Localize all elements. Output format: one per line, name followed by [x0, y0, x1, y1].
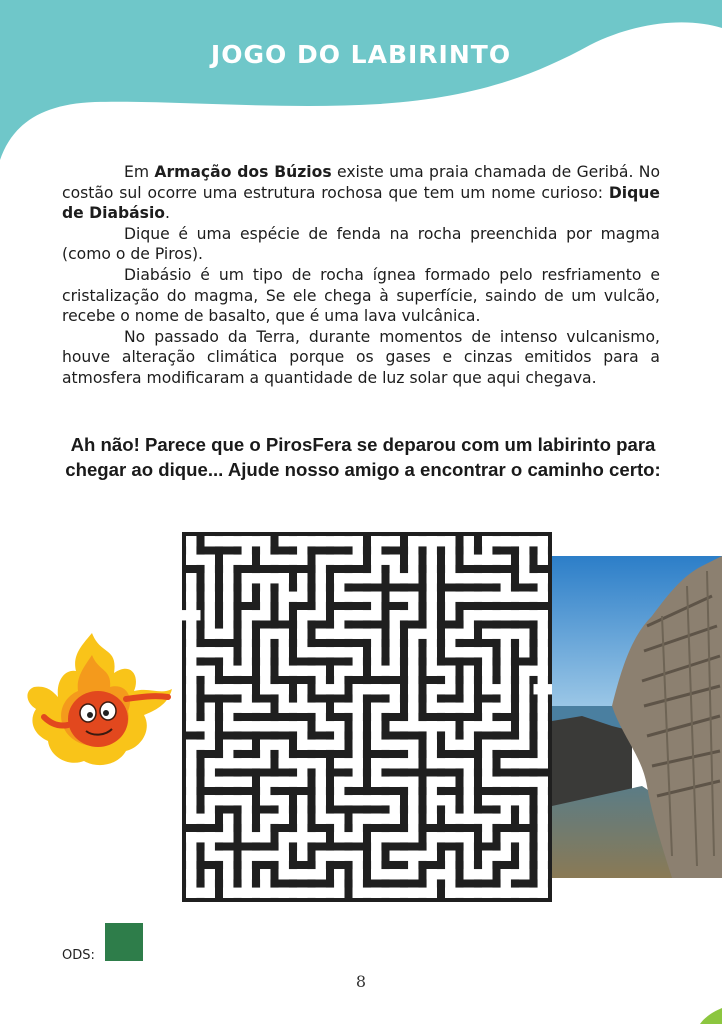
paragraph-2: Dique é uma espécie de fenda na rocha preenchida por magma (como o de Piros).: [62, 224, 660, 264]
p1-bold-location: Armação dos Búzios: [154, 163, 332, 181]
maze[interactable]: [182, 532, 552, 902]
maze-instructions: Ah não! Parece que o PirosFera se deparou com um labirinto para chegar ao dique... Ajude nosso amigo a encontrar o caminho certo:: [65, 434, 661, 480]
article-body: [62, 162, 660, 389]
p1-text-1: Em: [124, 163, 155, 181]
paragraph-4: No passado da Terra, durante momentos de intenso vulcanismo, houve alteração climática porque os gases e cinzas emitidos para a atmosfera modificaram a quantidade de luz solar que aqui chegava.: [62, 327, 660, 387]
p1-text-3: .: [165, 204, 170, 223]
ods-label: ODS:: [62, 948, 95, 963]
leaf-icon: [700, 1008, 722, 1024]
page-title: JOGO DO LABIRINTO: [210, 40, 512, 69]
header-wave-background: [0, 0, 722, 170]
p1-text-2: existe uma praia chamada de Geribá. No costão sul ocorre uma estrutura rochosa que tem um nome curioso:: [62, 163, 660, 202]
rock-dike-photo: [552, 556, 722, 878]
paragraph-1: [62, 162, 660, 224]
ods-badge: [105, 923, 143, 961]
fire-mascot-icon: [22, 625, 180, 775]
paragraph-3: Diabásio é um tipo de rocha ígnea formado pelo resfriamento e cristalização do magma, Se ele chega à superfície, saindo de um vulcão, recebe o nome de basalto, que é uma lava vulcânica.: [62, 265, 660, 326]
p1-bold-dike: Dique de Diabásio: [62, 183, 660, 223]
page-number: 8: [355, 972, 367, 991]
maze-walls: [182, 532, 552, 902]
